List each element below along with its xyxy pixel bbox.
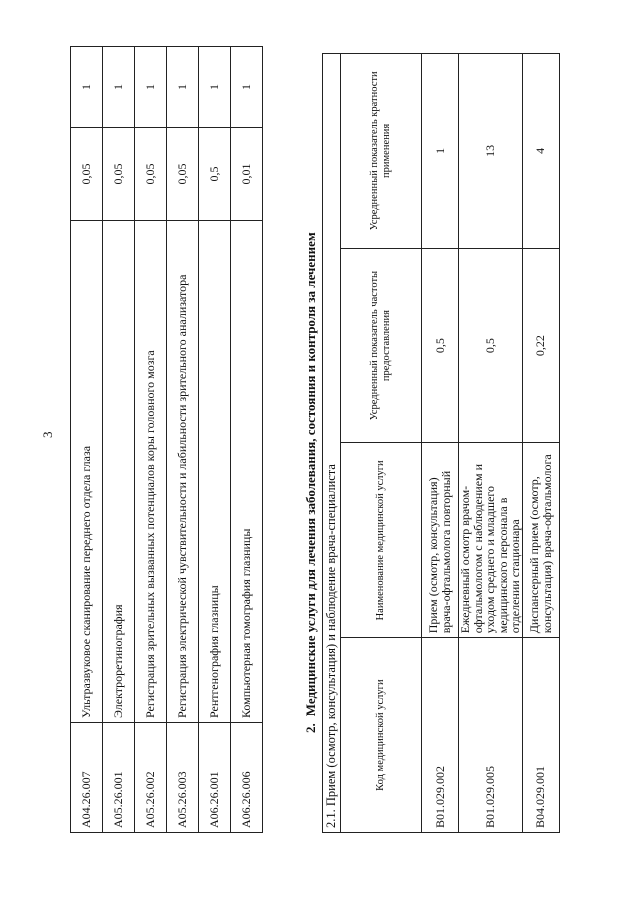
- table-row: [231, 47, 263, 833]
- frequency-value: 0,05: [135, 128, 167, 221]
- service-name: Рентгенография глазницы: [199, 221, 231, 723]
- service-code: A05.26.002: [135, 723, 167, 833]
- frequency-value: 0,01: [231, 128, 263, 221]
- service-name: Прием (осмотр, консультация) врача-офтальмолога повторный: [422, 443, 459, 638]
- frequency-value: 0,22: [522, 248, 559, 443]
- service-name: Электроретинография: [103, 221, 135, 723]
- section-heading: [303, 232, 319, 733]
- service-code: B01.029.005: [459, 638, 523, 833]
- table-header-row: [341, 54, 422, 833]
- column-header-frequency: Усредненный показатель частоты предоставления: [341, 248, 422, 443]
- frequency-value: 0,5: [459, 248, 523, 443]
- frequency-value: 0,5: [422, 248, 459, 443]
- service-code: A04.26.007: [71, 723, 103, 833]
- frequency-value: 0,05: [71, 128, 103, 221]
- table-row: [199, 47, 231, 833]
- treatment-services-table: [322, 53, 560, 833]
- table-row: [167, 47, 199, 833]
- subsection-row: [323, 54, 341, 833]
- table-row: [135, 47, 167, 833]
- table-row: [422, 54, 459, 833]
- multiplicity-value: 1: [135, 47, 167, 128]
- services-table-continued: [70, 46, 263, 833]
- table-row: [459, 54, 523, 833]
- service-name: Ежедневный осмотр врачом-офтальмологом с наблюдением и уходом среднего и младшего медицинского персонала в отделении стационара: [459, 443, 523, 638]
- service-name: Ультразвуковое сканирование переднего отдела глаза: [71, 221, 103, 723]
- column-header-name: Наименование медицинской услуги: [341, 443, 422, 638]
- multiplicity-value: 1: [103, 47, 135, 128]
- service-code: A05.26.003: [167, 723, 199, 833]
- service-name: Компьютерная томография глазницы: [231, 221, 263, 723]
- section-title: Медицинские услуги для лечения заболевания, состояния и контроля за лечением: [303, 232, 318, 717]
- frequency-value: 0,05: [103, 128, 135, 221]
- table-row: [103, 47, 135, 833]
- service-name: Регистрация электрической чувствительности и лабильности зрительного анализатора: [167, 221, 199, 723]
- multiplicity-value: 13: [459, 54, 523, 249]
- column-header-multiplicity: Усредненный показатель кратности применения: [341, 54, 422, 249]
- table-row: [71, 47, 103, 833]
- page-number: 3: [40, 431, 55, 438]
- section-number: 2.: [303, 723, 318, 733]
- service-code: B01.029.002: [422, 638, 459, 833]
- service-code: A06.26.001: [199, 723, 231, 833]
- service-code: B04.029.001: [522, 638, 559, 833]
- service-name: Регистрация зрительных вызванных потенциалов коры головного мозга: [135, 221, 167, 723]
- multiplicity-value: 1: [167, 47, 199, 128]
- frequency-value: 0,5: [199, 128, 231, 221]
- multiplicity-value: 1: [422, 54, 459, 249]
- frequency-value: 0,05: [167, 128, 199, 221]
- multiplicity-value: 1: [71, 47, 103, 128]
- multiplicity-value: 1: [231, 47, 263, 128]
- column-header-code: Код медицинской услуги: [341, 638, 422, 833]
- service-code: A06.26.006: [231, 723, 263, 833]
- subsection-title: 2.1. Прием (осмотр, консультация) и наблюдение врача-специалиста: [323, 54, 341, 833]
- multiplicity-value: 4: [522, 54, 559, 249]
- service-code: A05.26.001: [103, 723, 135, 833]
- table-row: [522, 54, 559, 833]
- service-name: Диспансерный прием (осмотр, консультация) врача-офтальмолога: [522, 443, 559, 638]
- multiplicity-value: 1: [199, 47, 231, 128]
